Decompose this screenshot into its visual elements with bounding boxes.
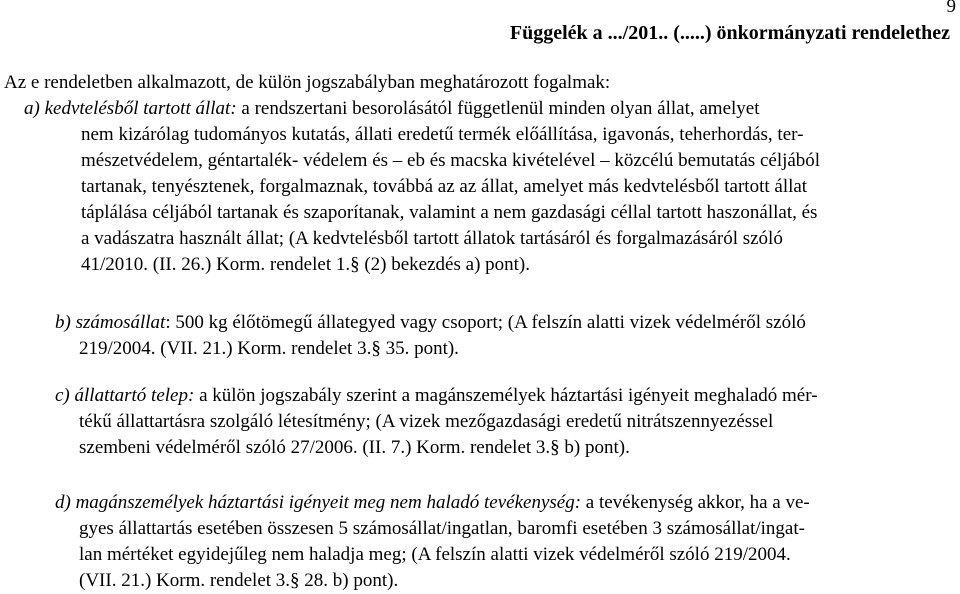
definition-text: 219/2004. (VII. 21.) Korm. rendelet 3.§ 35. pont). [79, 338, 459, 359]
definition-text: lan mértéket egyidejűleg nem haladja meg; (A felszín alatti vizek védelméről szóló 219/2004. [79, 544, 791, 565]
definition-term: b) számosállat [55, 312, 166, 333]
page-header: Függelék a .../201.. (.....) önkormányzati rendelethez [509, 22, 950, 44]
definition-text: a külön jogszabály szerint a magánszemélyek háztartási igényeit meghaladó mér- [194, 385, 818, 406]
definition-text: gyes állattartás esetében összesen 5 számosállat/ingatlan, baromfi esetében 3 számosállat/ingat- [79, 518, 805, 539]
page-number: 9 [946, 0, 956, 17]
definition-text: tartanak, tenyésztenek, forgalmaznak, továbbá az az állat, amelyet más kedvtelésből tartott állat [81, 176, 808, 197]
intro-text: Az e rendeletben alkalmazott, de külön jogszabályban meghatározott fogalmak: [4, 72, 611, 93]
definition-term: c) állattartó telep: [55, 385, 195, 406]
definition-text: tékű állattartásra szolgáló létesítmény; (A vizek mezőgazdasági eredetű nitrátszennyezéssel [79, 411, 774, 432]
definition-d [55, 490, 952, 594]
definition-c [55, 383, 952, 461]
definition-b [55, 310, 952, 362]
definition-text: 41/2010. (II. 26.) Korm. rendelet 1.§ (2) bekezdés a) pont). [81, 254, 530, 275]
definition-term: a) kedvtelésből tartott állat: [24, 98, 237, 119]
definition-text: a vadászatra használt állat; (A kedvtelésből tartott állatok tartásáról és forgalmazásáról szóló [81, 228, 783, 249]
definition-text: a rendszertani besorolásától függetlenül minden olyan állat, amelyet [236, 98, 760, 119]
definition-text: nem kizárólag tudományos kutatás, állati eredetű termék előállítása, igavonás, teherhordás, ter- [81, 124, 804, 145]
definition-text: : 500 kg élőtömegű állategyed vagy csoport; (A felszín alatti vizek védelméről szóló [165, 312, 806, 333]
definition-text: a tevékenység akkor, ha a ve- [581, 492, 810, 513]
definition-text: mészetvédelem, géntartalék- védelem és – eb és macska kivételével – közcélú bemutatás céljából [81, 150, 821, 171]
definition-term: d) magánszemélyek háztartási igényeit meg nem haladó tevékenység: [55, 492, 582, 513]
definition-text: (VII. 21.) Korm. rendelet 3.§ 28. b) pont). [79, 570, 399, 591]
definition-text: szembeni védelméről szóló 27/2006. (II. 7.) Korm. rendelet 3.§ b) pont). [79, 437, 630, 458]
definition-a [24, 96, 952, 278]
definition-text: táplálása céljából tartanak és szaporítanak, valamint a nem gazdasági céllal tartott haszonállat, és [81, 202, 818, 223]
